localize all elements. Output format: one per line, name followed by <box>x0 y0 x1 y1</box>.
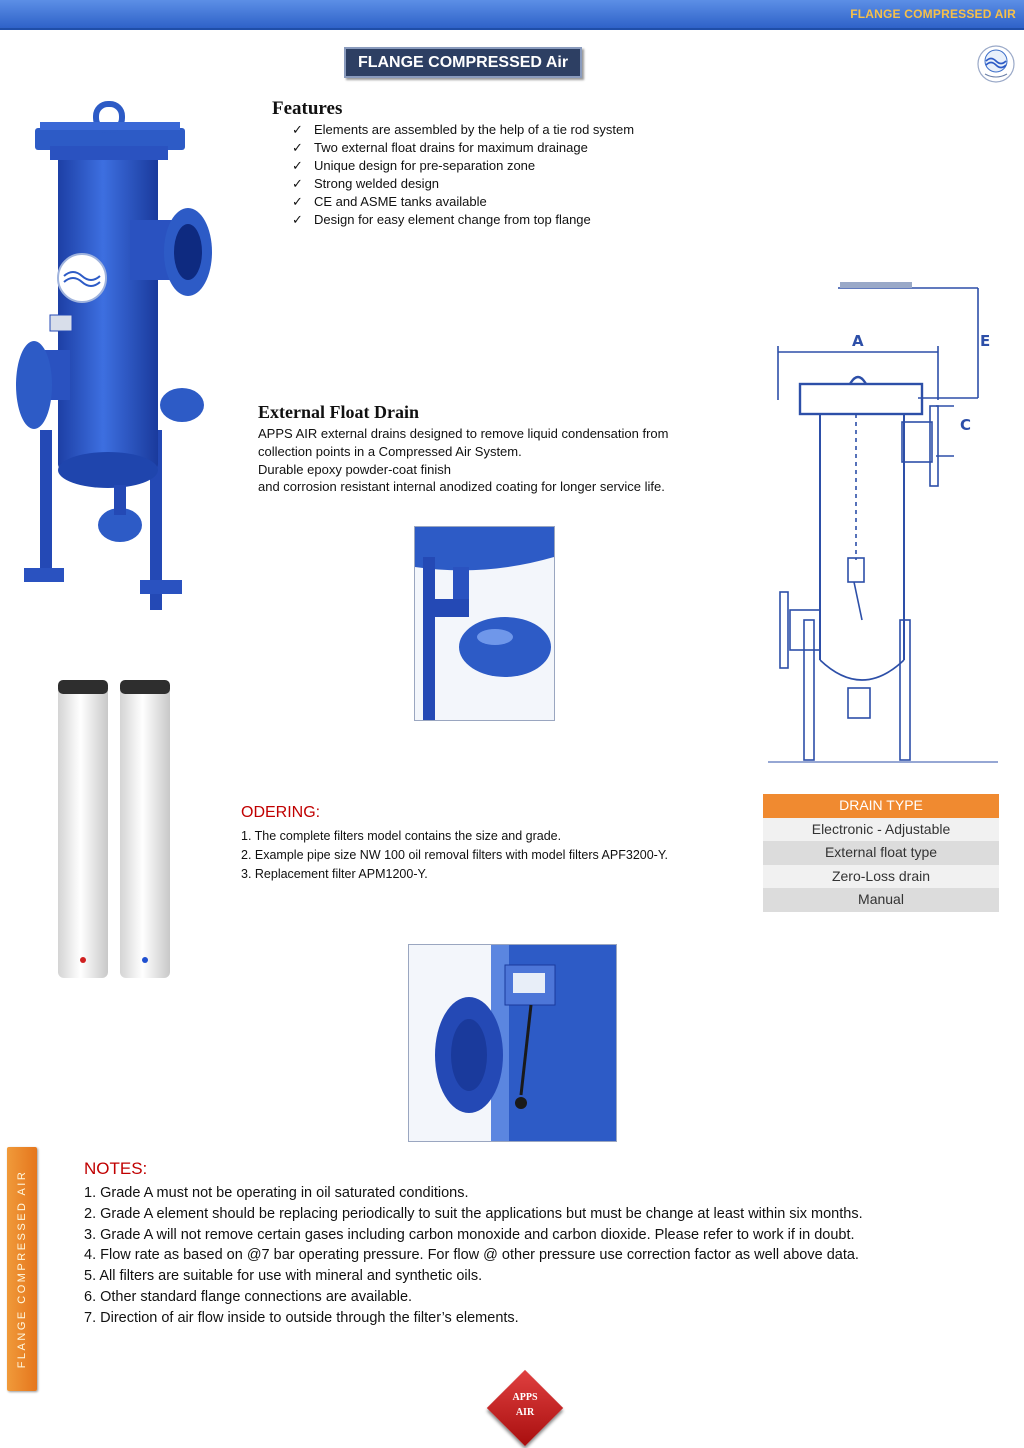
page-title: FLANGE COMPRESSED Air <box>344 47 582 78</box>
banner-title: FLANGE COMPRESSED AIR <box>850 7 1016 21</box>
apps-air-logo <box>487 1370 563 1446</box>
features-list <box>292 121 634 229</box>
dimension-label-c: C <box>960 416 972 434</box>
drain-type-table <box>763 794 999 912</box>
dimension-label-e: E <box>980 332 991 350</box>
filter-housing-image <box>10 100 220 610</box>
note-item: 4. Flow rate as based on @7 bar operating pressure. For flow @ other pressure use correction factor as well above data. <box>84 1247 859 1264</box>
check-icon: ✓ <box>292 212 303 227</box>
drain-type-row: Manual <box>763 888 999 912</box>
note-item: 6. Other standard flange connections are available. <box>84 1288 413 1305</box>
features-heading: Features <box>272 98 343 119</box>
note-item: 5. All filters are suitable for use with mineral and synthetic oils. <box>84 1268 483 1285</box>
drain-type-header: DRAIN TYPE <box>763 794 999 818</box>
check-icon: ✓ <box>292 158 303 173</box>
feature-item: ✓ Elements are assembled by the help of a tie rod system <box>292 122 635 137</box>
check-icon: ✓ <box>292 122 303 137</box>
ordering-list <box>241 827 668 884</box>
check-icon: ✓ <box>292 194 303 209</box>
note-item: 2. Grade A element should be replacing periodically to suit the applications but must be change at least within six months. <box>84 1205 863 1222</box>
logo-line2: AIR <box>515 1407 535 1418</box>
logo-line1: APPS <box>512 1392 538 1403</box>
ordering-heading: ODERING: <box>241 804 321 821</box>
drain-type-row: Zero-Loss drain <box>763 865 999 889</box>
feature-item: ✓ CE and ASME tanks available <box>292 194 487 209</box>
feature-item: ✓ Two external float drains for maximum drainage <box>292 140 588 155</box>
notes-heading: NOTES: <box>84 1159 148 1178</box>
feature-item: ✓ Strong welded design <box>292 176 440 191</box>
dimension-label-a: A <box>852 332 864 350</box>
filter-cartridge-image <box>54 676 184 986</box>
ordering-item: 2. Example pipe size NW 100 oil removal filters with model filters APF3200-Y. <box>241 848 669 862</box>
side-tab-label: FLANGE COMPRESSED AIR <box>16 1169 28 1369</box>
dimension-diagram <box>768 280 998 770</box>
note-item: 3. Grade A will not remove certain gases including carbon monoxide and carbon dioxide. Please refer to work if in doubt. <box>84 1226 855 1243</box>
ordering-item: 3. Replacement filter APM1200-Y. <box>241 867 428 881</box>
pressure-gauge-image <box>408 944 617 1142</box>
feature-item: ✓ Design for easy element change from top flange <box>292 212 591 227</box>
note-item: 1. Grade A must not be operating in oil saturated conditions. <box>84 1185 469 1201</box>
feature-item: ✓ Unique design for pre-separation zone <box>292 158 536 173</box>
side-tab <box>7 1147 37 1391</box>
note-item: 7. Direction of air flow inside to outside through the filter’s elements. <box>84 1309 519 1326</box>
ordering-item: 1. The complete filters model contains the size and grade. <box>241 829 562 843</box>
drain-type-row: External float type <box>763 841 999 865</box>
brand-badge-icon <box>976 44 1016 84</box>
float-drain-description: APPS AIR external drains designed to remove liquid condensation from collection points in a Compressed Air System. Durable epoxy powder-coat finish and corrosion resistant internal anodized coating for longer service life. <box>258 426 669 495</box>
float-drain-image <box>414 526 555 721</box>
float-drain-heading: External Float Drain <box>258 402 419 422</box>
check-icon: ✓ <box>292 176 303 191</box>
top-banner <box>0 0 1024 30</box>
drain-type-row: Electronic - Adjustable <box>763 818 999 842</box>
notes-list <box>84 1183 863 1329</box>
check-icon: ✓ <box>292 140 303 155</box>
